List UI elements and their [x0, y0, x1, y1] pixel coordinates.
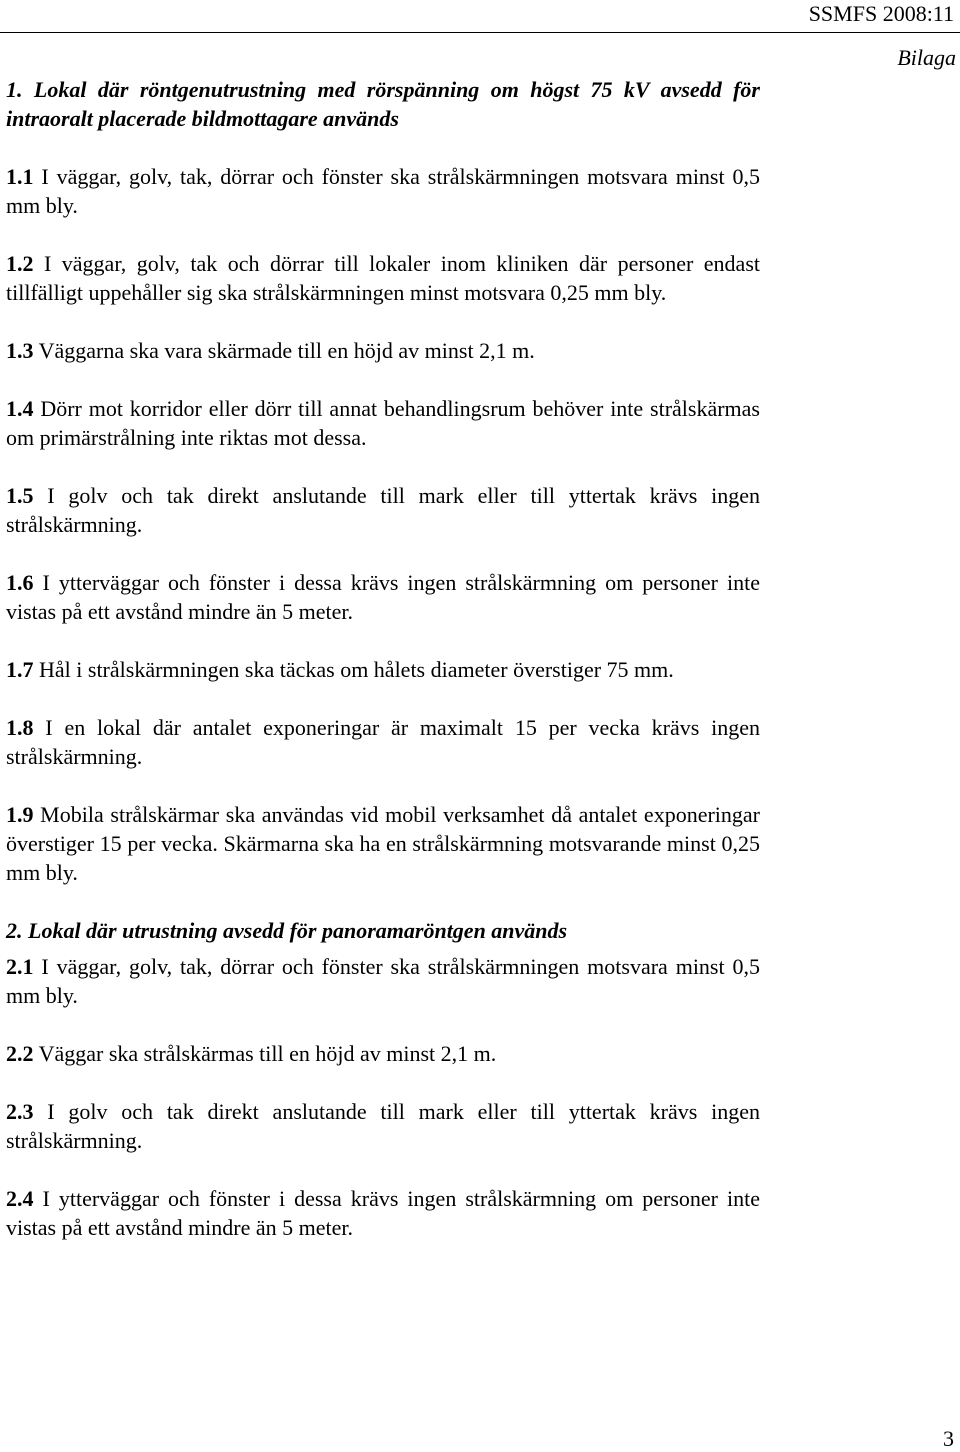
- section-1-heading: 1. Lokal där röntgenutrustning med rörspänning om högst 75 kV avsedd för intraoralt placerade bildmottagare används: [6, 77, 760, 131]
- paragraph-text: I golv och tak direkt anslutande till mark eller till yttertak krävs ingen strålskärmning.: [6, 483, 760, 537]
- paragraph-number: 1.7: [6, 657, 34, 682]
- paragraph-text: Dörr mot korridor eller dörr till annat behandlingsrum behöver inte strålskärmas om primärstrålning inte riktas mot dessa.: [6, 396, 760, 450]
- paragraph-text: I väggar, golv, tak och dörrar till lokaler inom kliniken där personer endast tillfälligt uppehåller sig ska strålskärmningen minst motsvara 0,25 mm bly.: [6, 251, 760, 305]
- paragraph-number: 1.4: [6, 396, 34, 421]
- paragraph-1-8: [6, 713, 760, 771]
- document-body: [6, 75, 760, 1242]
- paragraph-number: 1.1: [6, 164, 34, 189]
- paragraph-1-9: [6, 800, 760, 887]
- paragraph-2-1: [6, 952, 760, 1010]
- paragraph-text: I väggar, golv, tak, dörrar och fönster ska strålskärmningen motsvara minst 0,5 mm bly.: [6, 954, 760, 1008]
- paragraph-1-5: [6, 481, 760, 539]
- paragraph-number: 1.3: [6, 338, 34, 363]
- paragraph-number: 1.6: [6, 570, 34, 595]
- paragraph-number: 1.9: [6, 802, 34, 827]
- paragraph-number: 2.3: [6, 1099, 34, 1124]
- paragraph-number: 2.4: [6, 1186, 34, 1211]
- paragraph-1-1: [6, 162, 760, 220]
- paragraph-2-4: [6, 1184, 760, 1242]
- paragraph-1-3: [6, 336, 760, 365]
- paragraph-text: I en lokal där antalet exponeringar är maximalt 15 per vecka krävs ingen strålskärmning.: [6, 715, 760, 769]
- paragraph-text: I ytterväggar och fönster i dessa krävs ingen strålskärmning om personer inte vistas på ett avstånd mindre än 5 meter.: [6, 570, 760, 624]
- paragraph-1-2: [6, 249, 760, 307]
- paragraph-1-6: [6, 568, 760, 626]
- paragraph-1-7: [6, 655, 760, 684]
- paragraph-2-3: [6, 1097, 760, 1155]
- paragraph-1-4: [6, 394, 760, 452]
- paragraph-text: Mobila strålskärmar ska användas vid mobil verksamhet då antalet exponeringar överstiger 15 per vecka. Skärmarna ska ha en strålskärmning motsvarande minst 0,25 mm bly.: [6, 802, 760, 885]
- paragraph-number: 2.1: [6, 954, 34, 979]
- section-2-heading: 2. Lokal där utrustning avsedd för panoramaröntgen används: [6, 918, 568, 943]
- paragraph-text: I väggar, golv, tak, dörrar och fönster ska strålskärmningen motsvara minst 0,5 mm bly.: [6, 164, 760, 218]
- appendix-label: Bilaga: [897, 45, 956, 70]
- paragraph-text: Hål i strålskärmningen ska täckas om hålets diameter överstiger 75 mm.: [33, 657, 674, 682]
- paragraph-number: 1.2: [6, 251, 34, 276]
- paragraph-text: I golv och tak direkt anslutande till mark eller till yttertak krävs ingen strålskärmning.: [6, 1099, 760, 1153]
- paragraph-number: 2.2: [6, 1041, 34, 1066]
- document-code: SSMFS 2008:11: [808, 1, 954, 26]
- header-divider: [0, 32, 960, 33]
- paragraph-number: 1.8: [6, 715, 34, 740]
- paragraph-2-2: [6, 1039, 760, 1068]
- paragraph-text: I ytterväggar och fönster i dessa krävs ingen strålskärmning om personer inte vistas på ett avstånd mindre än 5 meter.: [6, 1186, 760, 1240]
- page-number: 3: [943, 1426, 954, 1451]
- paragraph-text: Väggarna ska vara skärmade till en höjd av minst 2,1 m.: [33, 338, 535, 363]
- paragraph-number: 1.5: [6, 483, 34, 508]
- paragraph-text: Väggar ska strålskärmas till en höjd av minst 2,1 m.: [33, 1041, 497, 1066]
